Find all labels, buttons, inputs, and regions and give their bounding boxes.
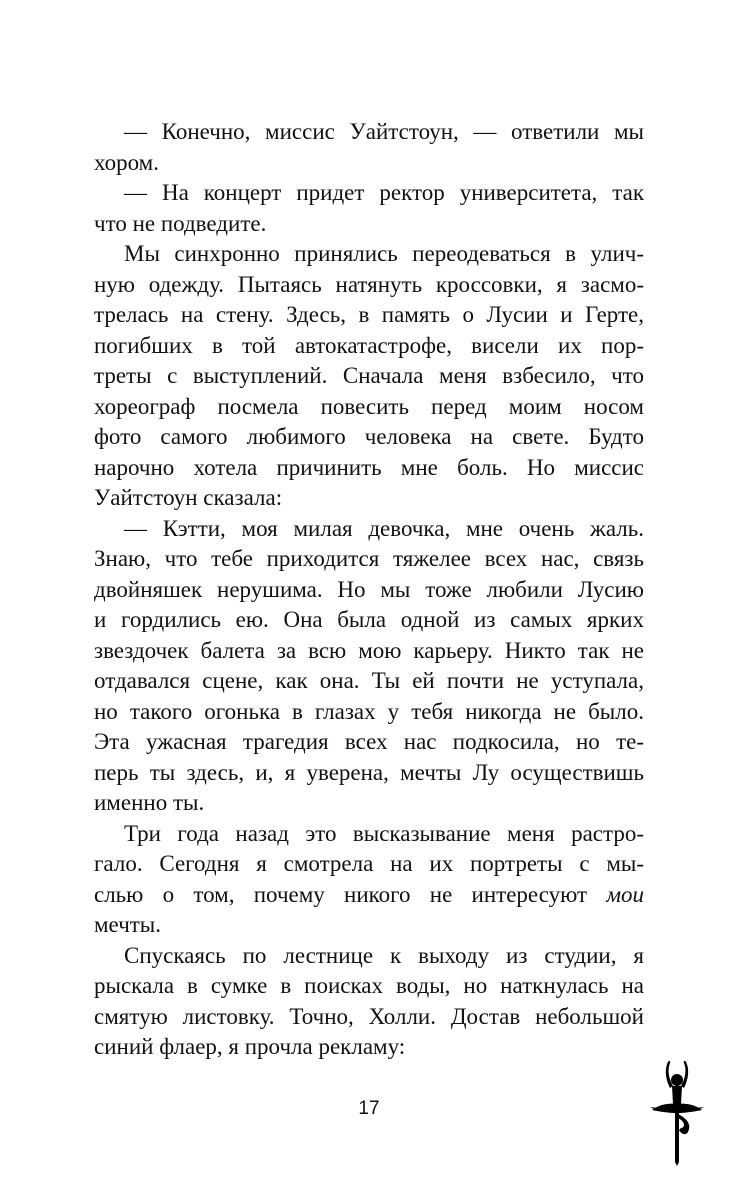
text-line: но такого огонька в глазах у тебя никогда не было. (94, 698, 644, 724)
page-number: 17 (358, 1098, 380, 1119)
text-line: мечты. (94, 912, 162, 937)
text-line: Три года назад это высказывание меня растро- (124, 820, 644, 846)
text-line: нарочно хотела причинить мне боль. Но миссис (94, 454, 644, 480)
text-line: двойняшек нерушима. Но мы тоже любили Лусию (94, 576, 644, 602)
paragraph-4 (94, 514, 644, 819)
text-line: погибших в той автокатастрофе, висели их пор- (94, 332, 644, 358)
paragraph-5 (94, 819, 644, 941)
text-line: Знаю, что тебе приходится тяжелее всех нас, связь (94, 546, 644, 571)
text-line: рыскала в сумке в поисках воды, но наткнулась на (94, 973, 644, 998)
text-line: трелась на стену. Здесь, в память о Лусии и Герте, (94, 302, 644, 327)
text-line: хором. (94, 149, 159, 175)
text-line: фото самого любимого человека на свете. Будто (94, 424, 644, 449)
text-line: треты с выступлений. Сначала меня взбесило, что (94, 363, 644, 388)
text-fragment: слью о том, почему никого не интересуют (94, 881, 607, 907)
book-page-text (94, 117, 644, 1063)
text-line: синий флаер, я прочла рекламу: (94, 1034, 406, 1059)
paragraph-2 (94, 178, 644, 239)
text-line: — На концерт придет ректор университета, так (124, 180, 644, 205)
ballerina-icon (648, 1058, 706, 1168)
text-line: звездочек балета за всю мою карьеру. Никто так не (94, 637, 644, 663)
text-line: — Кэтти, моя милая девочка, мне очень жаль. (124, 515, 644, 541)
text-line: и гордились ею. Она была одной из самых ярких (94, 607, 644, 632)
text-line: перь ты здесь, и, я уверена, мечты Лу осуществишь (94, 759, 644, 785)
paragraph-6 (94, 941, 644, 1063)
text-line: хореограф посмела повесить перед моим носом (94, 393, 644, 419)
text-line: Эта ужасная трагедия всех нас подкосила, но те- (94, 729, 644, 754)
text-line: Уайтстоун сказала: (94, 485, 283, 510)
italic-word: мои (606, 881, 644, 907)
text-line: именно ты. (94, 790, 205, 815)
text-line: Спускаясь по лестнице к выходу из студии, я (124, 942, 644, 968)
text-line: что не подведите. (94, 210, 267, 236)
text-line: — Конечно, миссис Уайтстоун, — ответили мы (124, 119, 644, 144)
text-line: гало. Сегодня я смотрела на их портреты с мы- (94, 851, 644, 876)
text-line: Мы синхронно принялись переодеваться в улич- (124, 241, 644, 266)
paragraph-1 (94, 117, 644, 178)
text-line: отдавался сцене, как она. Ты ей почти не уступала, (94, 668, 644, 693)
text-line: смятую листовку. Точно, Холли. Достав небольшой (94, 1003, 644, 1029)
paragraph-3 (94, 239, 644, 514)
text-line-with-italic (94, 880, 644, 911)
text-line: ную одежду. Пытаясь натянуть кроссовки, я засмо- (94, 271, 644, 297)
